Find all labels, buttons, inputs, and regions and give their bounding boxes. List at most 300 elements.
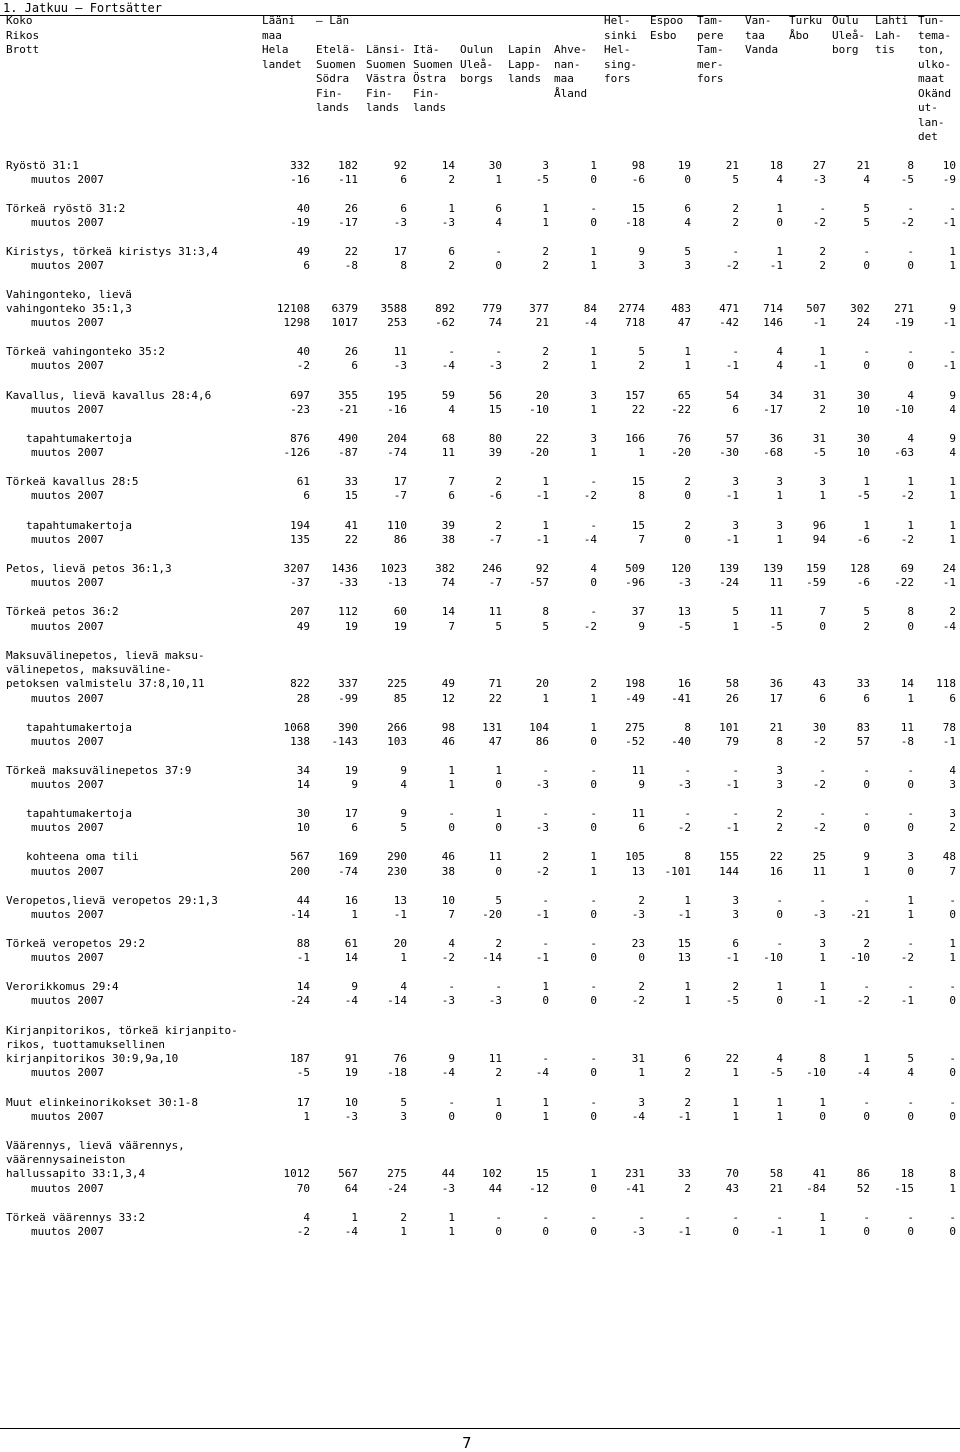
table-cell: 266 [387,721,407,734]
table-cell: -52 [625,735,645,748]
table-cell: 41 [344,519,358,532]
table-cell: 0 [590,908,597,921]
table-cell: 14 [900,677,914,690]
table-cell: -2 [296,359,310,372]
table-row [0,159,960,173]
table-cell: -87 [338,446,358,459]
table-cell: 6 [684,202,691,215]
table-row [0,692,960,706]
table-row [0,1052,960,1066]
table-cell: 1 [542,1110,549,1123]
table-row [0,663,960,677]
table-cell: 20 [535,389,549,402]
table-cell: -1 [725,359,739,372]
table-cell: -3 [393,216,407,229]
table-cell: -22 [894,576,914,589]
table-cell: 9 [949,389,956,402]
row-label: Törkeä veropetos 29:2 [6,937,146,950]
table-row [0,1182,960,1196]
table-cell: 1 [776,245,783,258]
table-cell: -1 [812,994,826,1007]
table-cell: 166 [625,432,645,445]
row-label: muutos 2007 [31,533,104,546]
table-row [0,173,960,187]
table-cell: 4 [495,216,502,229]
table-cell: 6 [303,259,310,272]
table-cell: - [448,345,455,358]
table-cell: 2 [684,1182,691,1195]
table-row [0,432,960,446]
table-cell: -22 [671,403,691,416]
table-cell: 490 [338,432,358,445]
table-cell: 6379 [331,302,358,315]
table-cell: 155 [719,850,739,863]
table-cell: 60 [393,605,407,618]
row-label: välinepetos, maksuväline- [6,663,172,676]
table-cell: 0 [907,259,914,272]
table-cell: 34 [769,389,783,402]
table-cell: 1 [776,533,783,546]
column-header: sinki [604,28,638,42]
column-header: Länsi- [366,43,406,56]
column-header: Tun- [918,14,945,27]
table-cell: 41 [812,1167,826,1180]
table-cell: 0 [907,1110,914,1123]
table-cell: 567 [338,1167,358,1180]
table-cell: -1 [296,951,310,964]
table-cell: 7 [949,865,956,878]
row-label: muutos 2007 [31,821,104,834]
table-cell: 1 [819,980,826,993]
table-cell: -84 [806,1182,826,1195]
table-row [0,489,960,503]
table-cell: 275 [625,721,645,734]
header-label-rikos: Brott [6,43,40,56]
table-row [0,533,960,547]
table-cell: 1 [949,951,956,964]
table-cell: 5 [638,345,645,358]
table-cell: -4 [942,620,956,633]
table-cell: 3588 [380,302,407,315]
table-cell: -20 [529,446,549,459]
table-cell: 11 [488,1052,502,1065]
table-cell: 112 [338,605,358,618]
table-cell: 1 [949,259,956,272]
table-cell: - [684,807,691,820]
table-cell: 9 [949,432,956,445]
table-cell: 21 [856,159,870,172]
row-label: vahingonteko 35:1,3 [6,302,132,315]
table-row [0,894,960,908]
table-cell: 2 [542,345,549,358]
table-cell: 22 [344,533,358,546]
table-cell: 27 [812,159,826,172]
row-label: muutos 2007 [31,1225,104,1238]
table-cell: -2 [900,489,914,502]
table-cell: 7 [448,908,455,921]
table-cell: - [732,807,739,820]
table-row [0,605,960,619]
table-cell: 1 [400,951,407,964]
table-cell: 2 [863,937,870,950]
table-cell: 0 [495,821,502,834]
column-header: maa [262,28,282,42]
table-cell: - [949,894,956,907]
table-row [0,1153,960,1167]
table-cell: 61 [296,475,310,488]
table-cell: -4 [631,1110,645,1123]
table-cell: 2 [638,894,645,907]
table-cell: 58 [769,1167,783,1180]
table-cell: 225 [387,677,407,690]
column-header: Södra [316,72,350,85]
table-row [0,850,960,864]
row-label: Törkeä väärennys 33:2 [6,1211,146,1224]
table-cell: - [448,807,455,820]
table-cell: -3 [535,821,549,834]
table-cell: 22 [344,245,358,258]
column-header: ulko- [918,57,952,71]
table-cell: 2 [732,216,739,229]
table-cell: 146 [763,316,783,329]
column-header: Fin- [366,86,393,100]
table-cell: 5 [684,245,691,258]
table-cell: -6 [631,173,645,186]
table-cell: -5 [677,620,691,633]
table-cell: 10 [856,403,870,416]
table-cell: 1298 [283,316,310,329]
table-cell: -1 [725,778,739,791]
table-cell: 0 [819,620,826,633]
table-cell: 1 [863,1052,870,1065]
table-cell: -2 [583,620,597,633]
table-cell: 14 [441,605,455,618]
table-cell: 5 [863,216,870,229]
column-header: fors [604,72,631,85]
table-cell: 6 [448,489,455,502]
table-cell: 25 [812,850,826,863]
row-label: Kavallus, lievä kavallus 28:4,6 [6,389,212,402]
table-cell: - [590,894,597,907]
table-cell: 4 [776,173,783,186]
table-cell: - [819,807,826,820]
column-header: ton, [918,43,945,56]
table-row [0,259,960,273]
table-cell: 98 [441,721,455,734]
table-row [0,562,960,576]
column-header: Lapp- [508,57,542,71]
table-cell: 70 [725,1167,739,1180]
table-cell: 52 [856,1182,870,1195]
table-cell: 1 [448,202,455,215]
table-cell: 19 [344,620,358,633]
table-cell: - [448,980,455,993]
table-cell: 6 [863,692,870,705]
column-header: Ahve- [554,43,588,56]
table-cell: 1 [819,489,826,502]
table-cell: 6 [732,937,739,950]
table-cell: 718 [625,316,645,329]
table-cell: 13 [677,605,691,618]
table-cell: 5 [863,202,870,215]
table-cell: 6 [351,821,358,834]
table-cell: -1 [677,1225,691,1238]
table-cell: 1 [863,519,870,532]
table-cell: 13 [677,951,691,964]
table-cell: -18 [387,1066,407,1079]
table-cell: -63 [894,446,914,459]
row-label: Törkeä petos 36:2 [6,605,119,618]
table-cell: 483 [671,302,691,315]
table-cell: 1 [907,475,914,488]
table-cell: -8 [900,735,914,748]
column-header: borg [832,43,859,56]
table-cell: 92 [535,562,549,575]
table-cell: 1 [590,259,597,272]
table-cell: 1 [638,446,645,459]
table-cell: 138 [290,735,310,748]
column-header: tema- [918,28,952,42]
table-cell: 0 [907,359,914,372]
table-cell: 1 [949,245,956,258]
table-cell: 1 [351,1211,358,1224]
table-cell: - [907,245,914,258]
table-cell: 1 [590,1167,597,1180]
table-cell: 195 [387,389,407,402]
table-cell: 1023 [380,562,407,575]
table-cell: 6 [638,821,645,834]
table-cell: 4 [400,778,407,791]
table-cell: -5 [812,446,826,459]
table-cell: 11 [631,764,645,777]
table-cell: 157 [625,389,645,402]
table-cell: -10 [763,951,783,964]
table-cell: 0 [448,1110,455,1123]
row-label: tapahtumakertoja [26,721,132,734]
table-cell: - [590,202,597,215]
table-row [0,1066,960,1080]
table-cell: -2 [535,865,549,878]
table-row [0,446,960,460]
table-cell: 0 [907,821,914,834]
table-cell: 12 [441,692,455,705]
table-cell: 198 [625,677,645,690]
table-cell: 1 [351,908,358,921]
column-header: Suomen [316,57,356,71]
table-cell: 1 [907,908,914,921]
table-cell: 0 [590,778,597,791]
row-label: Ryöstö 31:1 [6,159,79,172]
table-cell: 187 [290,1052,310,1065]
table-cell: 3 [590,389,597,402]
table-cell: 17 [769,692,783,705]
table-cell: 6 [949,692,956,705]
table-cell: 0 [819,1110,826,1123]
column-header: Suomen [366,57,406,71]
table-cell: -16 [387,403,407,416]
column-header: Lahti [875,14,909,27]
table-cell: - [542,894,549,907]
table-row [0,1024,960,1038]
table-cell: 34 [296,764,310,777]
table-cell: 26 [344,202,358,215]
table-cell: 2 [684,1096,691,1109]
row-label: Törkeä ryöstö 31:2 [6,202,126,215]
table-cell: 15 [344,489,358,502]
table-cell: 0 [949,908,956,921]
table-cell: 1 [819,951,826,964]
table-cell: 56 [488,389,502,402]
table-cell: 377 [529,302,549,315]
table-cell: -3 [812,173,826,186]
table-cell: 4 [400,980,407,993]
table-row [0,620,960,634]
table-cell: 0 [907,865,914,878]
table-cell: 6 [495,202,502,215]
table-cell: 1 [819,1225,826,1238]
table-cell: - [907,1211,914,1224]
table-cell: 2 [590,677,597,690]
row-label: Vahingonteko, lievä [6,288,132,301]
table-cell: - [684,1211,691,1224]
table-cell: - [638,1211,645,1224]
column-header: Tam- [697,14,724,27]
table-cell: 2 [819,259,826,272]
table-cell: 65 [677,389,691,402]
table-cell: 355 [338,389,358,402]
table-cell: 44 [296,894,310,907]
column-header: tis [875,43,895,56]
table-cell: 1 [590,245,597,258]
table-cell: 0 [907,620,914,633]
table-cell: - [448,1096,455,1109]
row-label: Verorikkomus 29:4 [6,980,119,993]
table-cell: 471 [719,302,739,315]
table-row [0,807,960,821]
column-header: Oulu [832,14,859,27]
row-label: Törkeä maksuvälinepetos 37:9 [6,764,192,777]
table-cell: - [907,764,914,777]
row-label: Törkeä kavallus 28:5 [6,475,139,488]
table-cell: 2 [776,821,783,834]
table-cell: -1 [812,316,826,329]
table-cell: 2 [949,605,956,618]
table-cell: 30 [488,159,502,172]
table-cell: 10 [344,1096,358,1109]
table-cell: 1 [684,359,691,372]
table-cell: - [590,605,597,618]
table-cell: 0 [590,951,597,964]
table-cell: 3 [542,159,549,172]
table-cell: 1012 [283,1167,310,1180]
table-cell: 0 [863,778,870,791]
table-cell: - [863,807,870,820]
row-label: muutos 2007 [31,994,104,1007]
table-cell: 74 [488,316,502,329]
table-cell: 21 [535,316,549,329]
table-cell: 4 [448,403,455,416]
table-cell: 169 [338,850,358,863]
table-cell: -41 [625,1182,645,1195]
table-cell: 2 [448,173,455,186]
row-label: tapahtumakertoja [26,519,132,532]
column-header: Hel- [604,14,631,27]
table-cell: 22 [631,403,645,416]
table-cell: 0 [638,951,645,964]
table-cell: 48 [942,850,956,863]
table-cell: 139 [719,562,739,575]
table-cell: 17 [393,475,407,488]
table-cell: 2 [495,475,502,488]
table-row [0,735,960,749]
table-cell: -20 [482,908,502,921]
table-cell: 2 [684,1066,691,1079]
table-cell: 3207 [283,562,310,575]
table-row [0,865,960,879]
table-cell: 22 [488,692,502,705]
table-cell: 11 [393,345,407,358]
table-cell: - [949,1211,956,1224]
row-label: muutos 2007 [31,692,104,705]
table-cell: 96 [812,519,826,532]
table-cell: 91 [344,1052,358,1065]
table-cell: -3 [631,908,645,921]
row-label: muutos 2007 [31,259,104,272]
table-cell: 1 [863,475,870,488]
table-cell: -49 [625,692,645,705]
table-cell: -10 [894,403,914,416]
table-cell: 3 [776,778,783,791]
column-header: Lapin [508,43,542,56]
table-cell: 507 [806,302,826,315]
column-header: sing- [604,57,638,71]
column-header: Lääni [262,14,296,27]
table-cell: - [907,980,914,993]
table-cell: 14 [344,951,358,964]
table-row [0,1211,960,1225]
row-label: Kirjanpitorikos, törkeä kirjanpito- [6,1024,238,1037]
table-cell: -19 [894,316,914,329]
table-cell: 6 [819,692,826,705]
table-cell: 3 [684,259,691,272]
table-cell: 4 [776,345,783,358]
table-cell: 2 [638,980,645,993]
table-cell: 110 [387,519,407,532]
table-cell: 70 [296,1182,310,1195]
table-cell: 2 [495,519,502,532]
table-cell: -37 [290,576,310,589]
table-cell: 200 [290,865,310,878]
row-label: kohteena oma tili [26,850,139,863]
row-label: muutos 2007 [31,951,104,964]
table-row [0,202,960,216]
table-cell: -40 [671,735,691,748]
column-header: Västra [366,72,406,85]
column-header: Etelä- [316,43,356,56]
table-cell: 17 [296,1096,310,1109]
table-cell: 230 [387,865,407,878]
table-cell: 15 [535,1167,549,1180]
table-cell: 44 [488,1182,502,1195]
table-cell: 9 [638,620,645,633]
table-cell: 26 [725,692,739,705]
table-cell: 2 [776,807,783,820]
table-cell: -1 [942,359,956,372]
table-cell: -1 [677,1110,691,1123]
table-cell: 5 [400,821,407,834]
table-cell: 0 [684,533,691,546]
table-cell: 1 [776,202,783,215]
